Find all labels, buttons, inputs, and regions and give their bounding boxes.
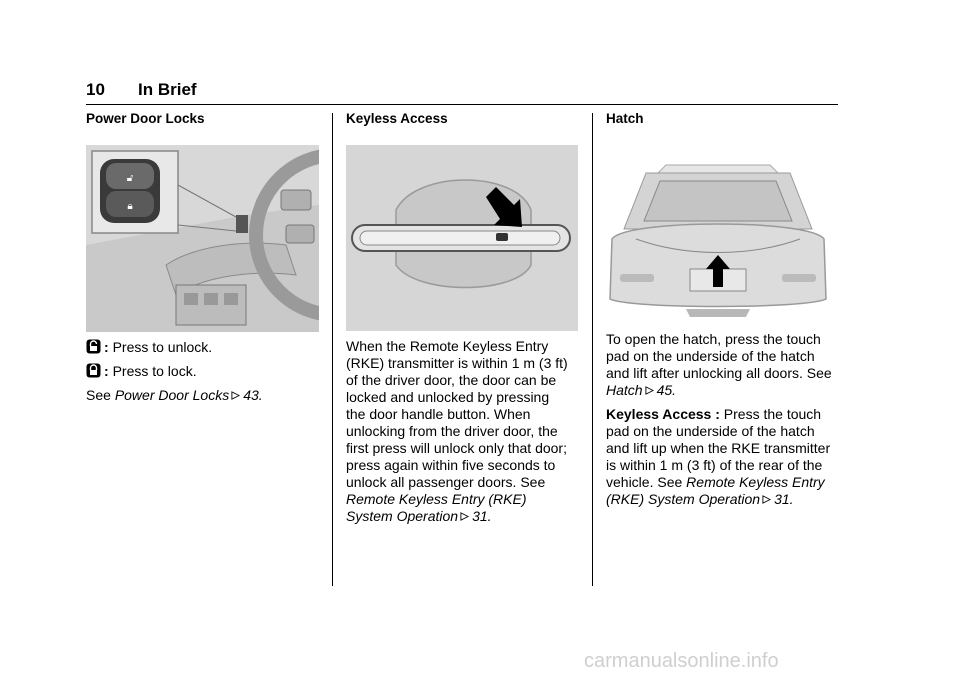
rke-link-line1[interactable]: Remote Keyless Entry (RKE) [346, 491, 527, 507]
page-reference-icon [460, 512, 469, 521]
heading-keyless-access: Keyless Access [346, 111, 448, 126]
section-title: In Brief [138, 80, 197, 99]
keyless-access-label: Keyless Access : [606, 406, 720, 422]
heading-power-door-locks: Power Door Locks [86, 111, 205, 126]
svg-text:🔒︎: 🔒︎ [127, 201, 133, 212]
hatch-link[interactable]: Hatch [606, 382, 643, 398]
column-keyless-access [346, 110, 586, 525]
unlock-text: Press to unlock. [112, 339, 213, 355]
svg-text:🔓︎: 🔓︎ [126, 173, 134, 184]
rke-link-line2[interactable]: System Operation [346, 508, 459, 524]
heading-hatch: Hatch [606, 111, 644, 126]
rke-link-a[interactable]: Remote Keyless Entry [686, 474, 825, 490]
unlock-line: : Press to unlock. [86, 339, 322, 356]
rke-link-b[interactable]: (RKE) System Operation [606, 491, 761, 507]
page-reference-icon [762, 495, 771, 504]
page-reference-icon [645, 386, 654, 395]
keyless-access-paragraph: When the Remote Keyless Entry (RKE) transmitter is within 1 m (3 ft) of the driver door, the door can be locked and unlocked by pressing the door handle button. When unlocking from the driver door, the first press will unlock only that door; press again within five seconds to unlock all passenger doors. See Remote Keyless Entry (RKE) System Operation 31. [346, 338, 586, 525]
lock-line: : Press to lock. [86, 363, 322, 380]
page-reference-icon [231, 391, 240, 400]
car-rear-drawing [606, 159, 830, 321]
page-ref-43[interactable]: 43. [243, 387, 263, 403]
page-ref-45[interactable]: 45. [656, 382, 677, 398]
lock-icon [86, 363, 101, 378]
column-divider-1 [332, 113, 333, 586]
power-door-locks-illustration [86, 145, 319, 332]
hatch-paragraph: To open the hatch, press the touch pad on the underside of the hatch and lift after unlocking all doors. See Hatch 45. [606, 331, 832, 398]
column-power-door-locks [86, 110, 322, 411]
watermark: carmanualsonline.info [584, 650, 779, 672]
page-ref-31[interactable]: 31. [472, 508, 492, 524]
column-hatch [606, 110, 846, 508]
unlock-icon [86, 339, 101, 354]
hatch-keyless-paragraph: Keyless Access : Press the touch pad on the underside of the hatch and lift up when the RKE transmitter is within 1 m (3 ft) of the rear of the vehicle. See Remote Keyless Entry (RKE) System Operation 31. [606, 406, 831, 507]
page-number: 10 [86, 80, 105, 99]
door-handle-illustration [346, 145, 578, 331]
page-header [86, 80, 838, 105]
door-lock-switch-drawing [86, 145, 319, 332]
lock-text: Press to lock. [112, 363, 197, 379]
hatch-illustration [606, 159, 830, 321]
page-ref-31b[interactable]: 31. [774, 491, 794, 507]
power-door-locks-link[interactable]: Power Door Locks [114, 387, 230, 403]
see-power-door-locks: See Power Door Locks 43. [86, 387, 263, 403]
column-divider-2 [592, 113, 593, 586]
door-handle-drawing [346, 145, 578, 331]
